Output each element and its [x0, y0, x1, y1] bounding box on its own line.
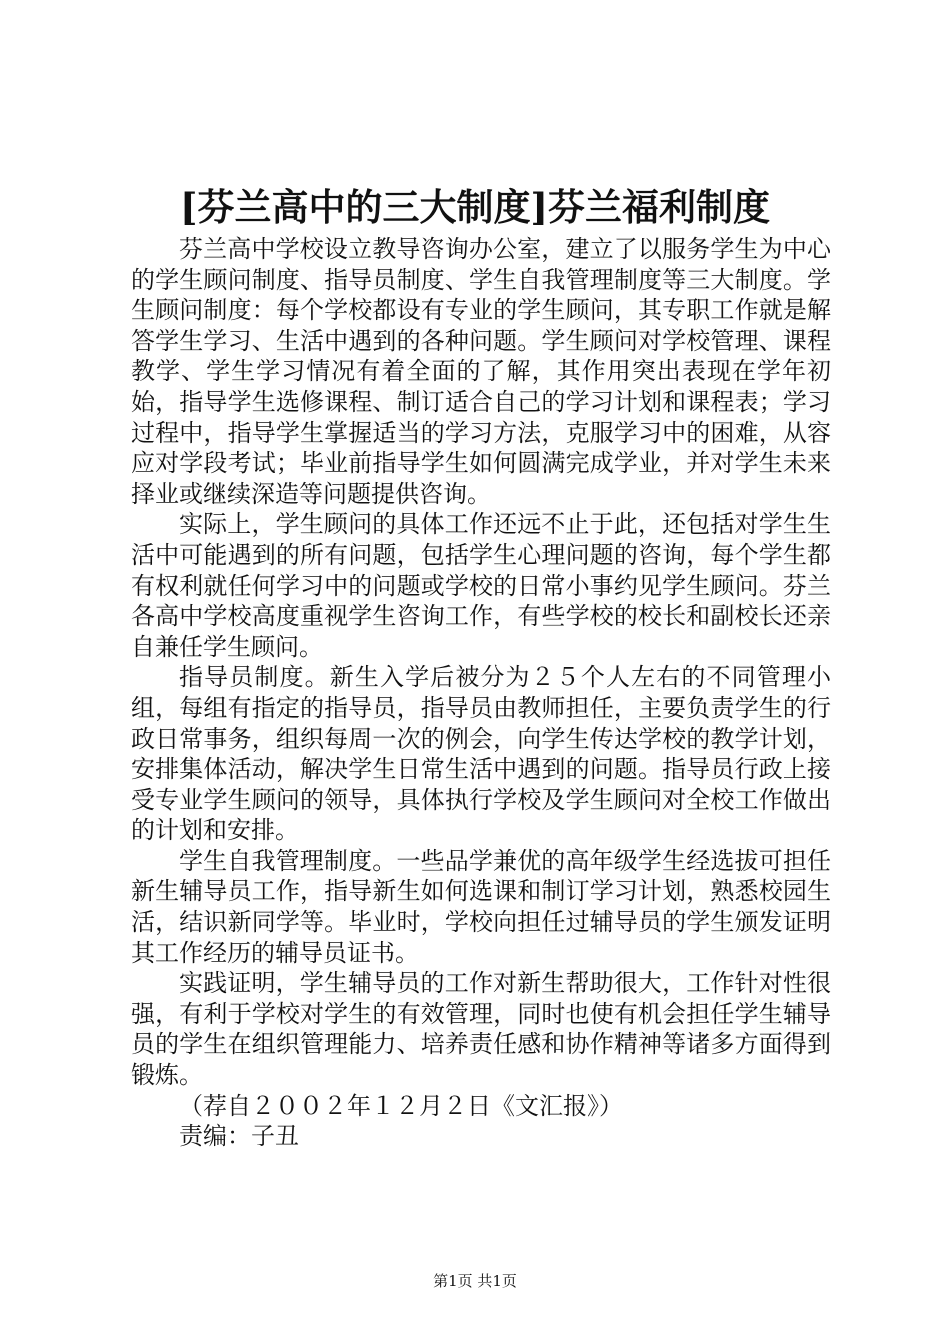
- document-title: [芬兰高中的三大制度]芬兰福利制度: [179, 185, 770, 229]
- source-citation: （荐自２００２年１２月２日《文汇报》）: [179, 1091, 623, 1120]
- document-body: [131, 234, 831, 1152]
- page-number-footer: 第1页 共1页: [433, 1272, 517, 1290]
- paragraph-instructor-system: 指导员制度。新生入学后被分为２５个人左右的不同管理小组，每组有指定的指导员，指导员由教师担任，主要负责学生的行政日常事务，组织每周一次的例会，向学生传达学校的教学计划，安排集体活动，解决学生日常生活中遇到的问题。指导员行政上接受专业学生顾问的领导，具体执行学校及学生顾问对全校工作做出的计划和安排。: [131, 663, 831, 845]
- editor-credit: 责编：子丑: [179, 1122, 299, 1151]
- paragraph-practice-results: 实践证明，学生辅导员的工作对新生帮助很大，工作针对性很强，有利于学校对学生的有效管理，同时也使有机会担任学生辅导员的学生在组织管理能力、培养责任感和协作精神等诸多方面得到锻炼。: [131, 969, 831, 1090]
- paragraph-advisor-duties: 实际上，学生顾问的具体工作还远不止于此，还包括对学生生活中可能遇到的所有问题，包括学生心理问题的咨询，每个学生都有权利就任何学习中的问题或学校的日常小事约见学生顾问。芬兰各高中学校高度重视学生咨询工作，有些学校的校长和副校长还亲自兼任学生顾问。: [131, 510, 831, 661]
- paragraph-self-management-system: 学生自我管理制度。一些品学兼优的高年级学生经选拔可担任新生辅导员工作，指导新生如何选课和制订学习计划，熟悉校园生活，结识新同学等。毕业时，学校向担任过辅导员的学生颁发证明其工作经历的辅导员证书。: [131, 846, 831, 967]
- paragraph-student-advisor-system: 芬兰高中学校设立教导咨询办公室，建立了以服务学生为中心的学生顾问制度、指导员制度、学生自我管理制度等三大制度。学生顾问制度：每个学校都设有专业的学生顾问，其专职工作就是解答学生学习、生活中遇到的各种问题。学生顾问对学校管理、课程教学、学生学习情况有着全面的了解，其作用突出表现在学年初始，指导学生选修课程、制订适合自己的学习计划和课程表；学习过程中，指导学生掌握适当的学习方法，克服学习中的困难，从容应对学段考试；毕业前指导学生如何圆满完成学业，并对学生未来择业或继续深造等问题提供咨询。: [131, 235, 831, 508]
